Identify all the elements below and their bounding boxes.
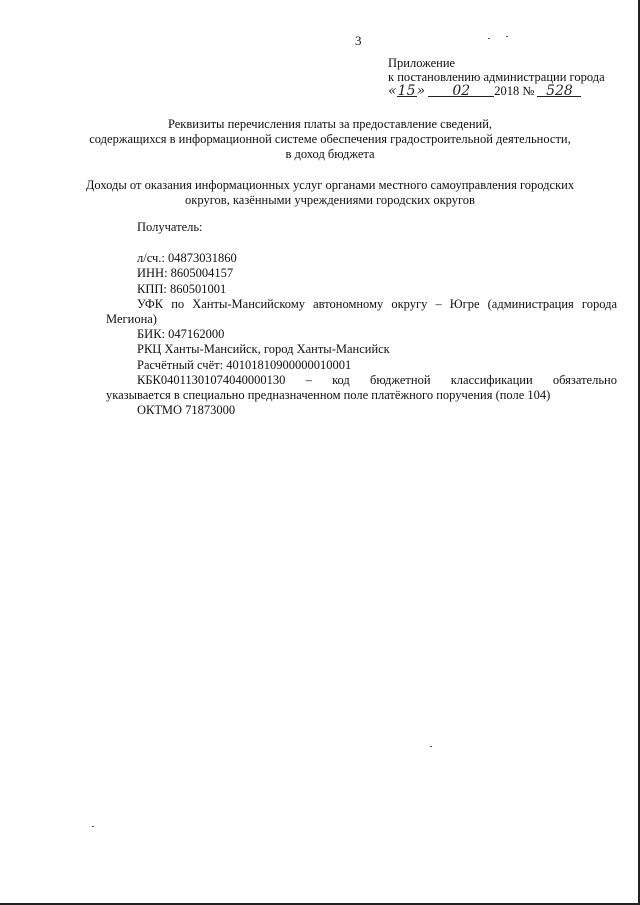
bik: БИК: 047162000 (137, 327, 225, 342)
year-number-label: 2018 № (494, 84, 535, 98)
kpp: КПП: 860501001 (137, 281, 227, 296)
oktmo: ОКТМО 71873000 (137, 403, 236, 418)
account-number: л/сч.: 04873031860 (137, 251, 237, 266)
subtitle-line: округов, казёнными учреждениями городских округов (185, 193, 475, 207)
recipient-label: Получатель: (137, 220, 203, 234)
close-quote: » (416, 83, 426, 99)
date-month: 02 (452, 83, 471, 99)
appendix-resolution-line: к постановлению администрации города (388, 70, 605, 84)
ufk-line-continuation: Мегиона) (106, 312, 157, 327)
kbk-line-continuation: указывается в специально предназначенном поле платёжного поручения (поле 104) (106, 388, 551, 403)
scan-speck (430, 746, 432, 747)
appendix-header (388, 56, 605, 98)
ufk-line: УФК по Ханты-Мансийскому автономному округу – Югре (администрация города (137, 296, 617, 311)
kbk-line: КБК04011301074040000130 – код бюджетной классификации обязательно (137, 372, 617, 387)
title-line: содержащихся в информационной системе обеспечения градостроительной деятельности, (89, 132, 571, 146)
document-subtitle (70, 178, 590, 208)
document-number-field (537, 84, 581, 97)
date-day-field (397, 84, 417, 97)
subtitle-line: Доходы от оказания информационных услуг органами местного самоуправления городских (85, 178, 575, 192)
appendix-date-number-line (388, 84, 605, 98)
settlement-account: Расчётный счёт: 40101810900000010001 (137, 357, 352, 372)
rkc: РКЦ Ханты-Мансийск, город Ханты-Мансийск (137, 342, 390, 357)
scan-speck (488, 38, 490, 39)
page-number: 3 (355, 33, 362, 48)
date-month-field (428, 84, 494, 97)
appendix-title: Приложение (388, 56, 456, 70)
inn: ИНН: 8605004157 (137, 266, 234, 281)
date-day: 15 (397, 83, 416, 99)
title-line: Реквизиты перечисления платы за предоставление сведений, (167, 117, 493, 131)
scan-speck (506, 36, 508, 37)
title-line: в доход бюджета (285, 147, 375, 161)
payment-details (106, 220, 617, 418)
document-title (70, 117, 590, 162)
open-quote: « (388, 83, 397, 99)
scan-speck (92, 826, 94, 827)
document-number: 528 (546, 83, 573, 99)
